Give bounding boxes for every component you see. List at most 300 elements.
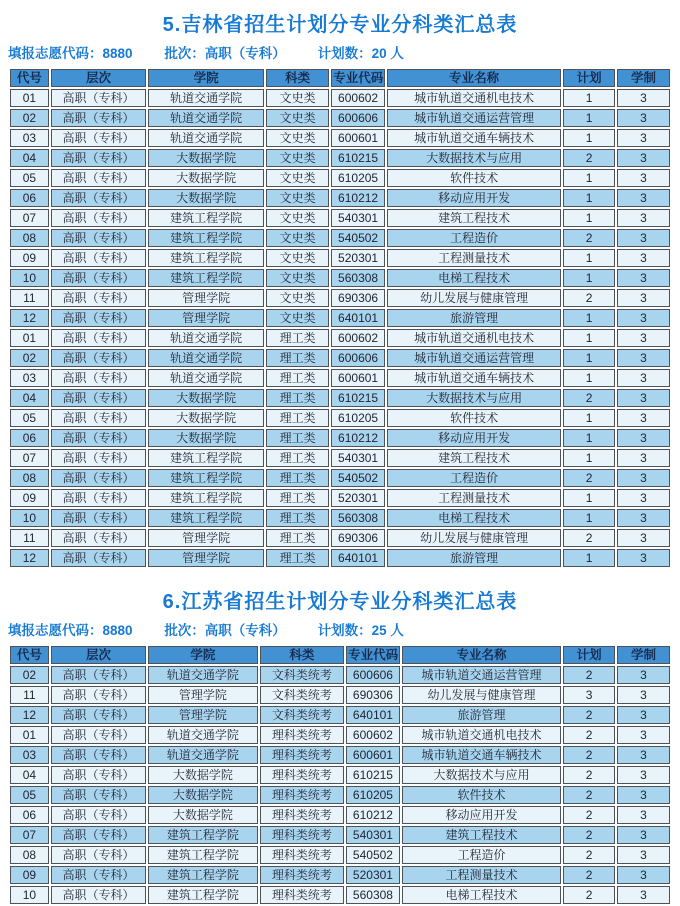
table-cell: 2 [563,786,615,804]
table-cell: 高职（专科） [51,109,147,127]
table-cell: 工程造价 [387,469,561,487]
table-cell: 高职（专科） [51,866,147,884]
table-cell: 旅游管理 [387,549,561,567]
table-cell: 1 [563,349,615,367]
table-cell: 3 [617,269,670,287]
table-row [10,169,670,187]
table-row [10,746,670,764]
table-row [10,666,670,684]
table-row [10,289,670,307]
table-cell: 07 [10,449,49,467]
table-row [10,886,670,904]
table-row [10,449,670,467]
table-cell: 540301 [331,209,385,227]
table-cell: 1 [563,129,615,147]
table-cell: 理工类 [266,369,329,387]
table-cell: 高职（专科） [51,766,147,784]
table-row [10,349,670,367]
table-cell: 建筑工程学院 [148,866,257,884]
table-cell: 3 [617,666,670,684]
volunteer-code-label: 填报志愿代码：8880 [8,623,133,638]
table-cell: 1 [563,449,615,467]
table-cell: 高职（专科） [51,289,147,307]
table-cell: 建筑工程技术 [402,826,562,844]
jilin-plan-table [8,67,672,569]
table-cell: 3 [617,429,670,447]
table-cell: 3 [617,826,670,844]
table-cell: 02 [10,349,49,367]
table-cell: 工程造价 [387,229,561,247]
table-cell: 城市轨道交通运营管理 [387,349,561,367]
table-cell: 560308 [331,509,385,527]
table-cell: 520301 [331,249,385,267]
table-cell: 01 [10,329,49,347]
table-cell: 理工类 [266,469,329,487]
table-cell: 2 [563,806,615,824]
table-cell: 600601 [346,746,400,764]
table-cell: 高职（专科） [51,726,147,744]
table-cell: 城市轨道交通车辆技术 [387,129,561,147]
table-cell: 轨道交通学院 [148,329,264,347]
table-cell: 2 [563,469,615,487]
table-cell: 3 [617,549,670,567]
table-cell: 640101 [346,706,400,724]
table-cell: 02 [10,109,49,127]
table-cell: 12 [10,706,49,724]
table-cell: 07 [10,826,49,844]
table-cell: 3 [617,169,670,187]
table-cell: 520301 [346,866,400,884]
table-cell: 2 [563,389,615,407]
table-cell: 高职（专科） [51,189,147,207]
table-cell: 文史类 [266,229,329,247]
table-cell: 建筑工程学院 [148,886,257,904]
table-cell: 1 [563,209,615,227]
table-cell: 高职（专科） [51,886,147,904]
table-cell: 09 [10,489,49,507]
table-cell: 1 [563,549,615,567]
table-cell: 高职（专科） [51,209,147,227]
table-cell: 高职（专科） [51,329,147,347]
table-cell: 理科类统考 [260,826,345,844]
table-cell: 1 [563,489,615,507]
table-cell: 3 [617,89,670,107]
table-cell: 1 [563,509,615,527]
table-cell: 610215 [346,766,400,784]
table-cell: 工程测量技术 [387,249,561,267]
table-cell: 2 [563,766,615,784]
table-row [10,866,670,884]
table-cell: 1 [563,369,615,387]
table-cell: 06 [10,189,49,207]
table-cell: 建筑工程学院 [148,489,264,507]
table-cell: 3 [617,766,670,784]
table-cell: 560308 [331,269,385,287]
table-cell: 城市轨道交通运营管理 [402,666,562,684]
table-cell: 建筑工程学院 [148,249,264,267]
table-cell: 建筑工程学院 [148,509,264,527]
table-cell: 1 [563,309,615,327]
table-row [10,189,670,207]
table-cell: 3 [617,846,670,864]
table-cell: 理工类 [266,549,329,567]
table-row [10,369,670,387]
table-row [10,429,670,447]
table-cell: 高职（专科） [51,409,147,427]
table-cell: 540502 [346,846,400,864]
table-cell: 08 [10,229,49,247]
table-cell: 理工类 [266,389,329,407]
table-cell: 文史类 [266,189,329,207]
jiangsu-plan-section [0,585,680,906]
table-row [10,509,670,527]
table-cell: 1 [563,429,615,447]
table-cell: 3 [617,746,670,764]
table-row [10,149,670,167]
table-cell: 幼儿发展与健康管理 [387,289,561,307]
table-cell: 文科类统考 [260,686,345,704]
table-cell: 管理学院 [148,289,264,307]
table-cell: 高职（专科） [51,806,147,824]
table-cell: 文史类 [266,269,329,287]
table-cell: 1 [563,109,615,127]
table-cell: 管理学院 [148,309,264,327]
table-cell: 3 [617,249,670,267]
table-cell: 12 [10,549,49,567]
table-cell: 大数据技术与应用 [402,766,562,784]
table-cell: 09 [10,249,49,267]
column-header: 代号 [10,646,49,664]
table-row [10,489,670,507]
table-cell: 1 [563,269,615,287]
table-cell: 640101 [331,309,385,327]
table-cell: 3 [617,409,670,427]
table-cell: 大数据学院 [148,389,264,407]
column-header: 计划 [563,646,615,664]
column-header: 学院 [148,69,264,87]
table-cell: 轨道交通学院 [148,349,264,367]
table-cell: 540502 [331,469,385,487]
table-cell: 轨道交通学院 [148,89,264,107]
table-cell: 城市轨道交通车辆技术 [387,369,561,387]
table-cell: 建筑工程学院 [148,209,264,227]
table-cell: 3 [563,686,615,704]
table-cell: 3 [617,389,670,407]
table-row [10,329,670,347]
table-cell: 3 [617,806,670,824]
table-cell: 建筑工程学院 [148,846,257,864]
table-cell: 05 [10,786,49,804]
table-cell: 移动应用开发 [387,189,561,207]
column-header: 学制 [617,646,670,664]
table-cell: 高职（专科） [51,169,147,187]
table-cell: 城市轨道交通车辆技术 [402,746,562,764]
table-cell: 08 [10,469,49,487]
table-cell: 1 [563,329,615,347]
table-cell: 软件技术 [387,409,561,427]
table-cell: 3 [617,469,670,487]
table-cell: 理科类统考 [260,726,345,744]
table-cell: 高职（专科） [51,269,147,287]
table-cell: 600606 [346,666,400,684]
table-cell: 文科类统考 [260,706,345,724]
table-cell: 大数据学院 [148,766,257,784]
table-cell: 3 [617,149,670,167]
jilin-plan-section [0,8,680,569]
table-row [10,89,670,107]
table-cell: 高职（专科） [51,469,147,487]
table-cell: 工程造价 [402,846,562,864]
table-cell: 04 [10,389,49,407]
table-cell: 高职（专科） [51,666,147,684]
table-cell: 大数据学院 [148,409,264,427]
table-cell: 理科类统考 [260,846,345,864]
table-body [10,89,670,567]
table-cell: 理工类 [266,329,329,347]
table-cell: 1 [563,89,615,107]
table-cell: 3 [617,886,670,904]
table-row [10,249,670,267]
table-cell: 06 [10,429,49,447]
table-cell: 文史类 [266,169,329,187]
table-cell: 3 [617,309,670,327]
table-cell: 3 [617,449,670,467]
table-row [10,726,670,744]
table-cell: 轨道交通学院 [148,726,257,744]
table-cell: 2 [563,289,615,307]
table-cell: 03 [10,369,49,387]
table-cell: 理科类统考 [260,886,345,904]
table-row [10,309,670,327]
table-cell: 管理学院 [148,549,264,567]
column-header: 学制 [617,69,670,87]
batch-label: 批次：高职（专科） [164,46,286,61]
column-header: 专业代码 [333,71,384,85]
table-cell: 610205 [331,409,385,427]
table-cell: 2 [563,826,615,844]
jiangsu-plan-table [8,644,672,906]
table-cell: 旅游管理 [402,706,562,724]
table-cell: 高职（专科） [51,449,147,467]
table-cell: 10 [10,886,49,904]
table-cell: 3 [617,866,670,884]
table-cell: 大数据学院 [148,169,264,187]
table-cell: 600601 [331,129,385,147]
table-row [10,549,670,567]
table-cell: 610212 [331,429,385,447]
table-cell: 3 [617,489,670,507]
table-cell: 610212 [331,189,385,207]
table-cell: 电梯工程技术 [387,269,561,287]
table-cell: 工程测量技术 [402,866,562,884]
column-header: 代号 [10,69,49,87]
table-cell: 2 [563,706,615,724]
table-cell: 11 [10,529,49,547]
section-title: 5.吉林省招生计划分专业分科类汇总表 [162,14,518,36]
table-cell: 3 [617,726,670,744]
table-cell: 高职（专科） [51,686,147,704]
table-cell: 城市轨道交通机电技术 [387,329,561,347]
table-row [10,209,670,227]
table-cell: 高职（专科） [51,529,147,547]
table-cell: 大数据学院 [148,806,257,824]
table-cell: 软件技术 [387,169,561,187]
table-cell: 2 [563,746,615,764]
table-cell: 520301 [331,489,385,507]
table-cell: 600602 [331,89,385,107]
table-header-row [10,69,670,87]
table-cell: 3 [617,189,670,207]
table-cell: 3 [617,289,670,307]
table-row [10,686,670,704]
table-cell: 管理学院 [148,529,264,547]
table-cell: 大数据学院 [148,149,264,167]
table-cell: 610205 [346,786,400,804]
table-cell: 3 [617,209,670,227]
table-cell: 540301 [331,449,385,467]
table-cell: 08 [10,846,49,864]
table-cell: 幼儿发展与健康管理 [402,686,562,704]
table-row [10,409,670,427]
table-cell: 轨道交通学院 [148,746,257,764]
table-cell: 03 [10,129,49,147]
table-cell: 高职（专科） [51,129,147,147]
table-cell: 建筑工程技术 [387,449,561,467]
table-row [10,826,670,844]
table-cell: 11 [10,289,49,307]
table-cell: 高职（专科） [51,489,147,507]
table-row [10,469,670,487]
table-cell: 05 [10,409,49,427]
table-cell: 640101 [331,549,385,567]
table-cell: 理工类 [266,489,329,507]
table-cell: 3 [617,229,670,247]
table-body [10,666,670,904]
table-cell: 3 [617,129,670,147]
volunteer-code-label: 填报志愿代码：8880 [8,46,133,61]
table-info-line [8,42,680,62]
table-cell: 02 [10,666,49,684]
table-cell: 2 [563,229,615,247]
table-cell: 文史类 [266,89,329,107]
table-cell: 3 [617,529,670,547]
column-header: 专业名称 [402,646,562,664]
table-cell: 文科类统考 [260,666,345,684]
table-cell: 大数据学院 [148,189,264,207]
table-cell: 城市轨道交通机电技术 [402,726,562,744]
table-cell: 690306 [331,529,385,547]
table-cell: 理工类 [266,509,329,527]
table-row [10,229,670,247]
table-cell: 理科类统考 [260,746,345,764]
table-cell: 文史类 [266,309,329,327]
table-cell: 540502 [331,229,385,247]
table-cell: 理科类统考 [260,866,345,884]
table-row [10,529,670,547]
table-cell: 高职（专科） [51,349,147,367]
table-cell: 12 [10,309,49,327]
table-cell: 理工类 [266,529,329,547]
table-cell: 3 [617,786,670,804]
table-cell: 高职（专科） [51,149,147,167]
table-cell: 高职（专科） [51,249,147,267]
table-cell: 轨道交通学院 [148,666,257,684]
table-cell: 2 [563,529,615,547]
table-cell: 管理学院 [148,686,257,704]
table-cell: 建筑工程学院 [148,269,264,287]
table-cell: 轨道交通学院 [148,369,264,387]
table-cell: 高职（专科） [51,229,147,247]
table-cell: 文史类 [266,249,329,267]
table-cell: 工程测量技术 [387,489,561,507]
table-cell: 3 [617,706,670,724]
table-cell: 理工类 [266,429,329,447]
table-cell: 移动应用开发 [387,429,561,447]
table-cell: 11 [10,686,49,704]
table-cell: 理科类统考 [260,806,345,824]
table-cell: 07 [10,209,49,227]
table-header-row [10,646,670,664]
table-cell: 高职（专科） [51,826,147,844]
table-cell: 1 [563,169,615,187]
table-cell: 高职（专科） [51,746,147,764]
table-row [10,806,670,824]
column-header: 计划 [563,69,615,87]
table-cell: 轨道交通学院 [148,109,264,127]
table-cell: 高职（专科） [51,89,147,107]
table-cell: 3 [617,329,670,347]
table-cell: 高职（专科） [51,549,147,567]
table-cell: 690306 [331,289,385,307]
table-cell: 2 [563,866,615,884]
table-cell: 01 [10,89,49,107]
table-cell: 690306 [346,686,400,704]
table-cell: 3 [617,686,670,704]
table-cell: 600606 [331,349,385,367]
table-cell: 10 [10,269,49,287]
table-cell: 高职（专科） [51,309,147,327]
table-cell: 管理学院 [148,706,257,724]
column-header: 层次 [51,69,147,87]
table-cell: 1 [563,409,615,427]
column-header: 学院 [148,646,257,664]
batch-label: 批次：高职（专科） [164,623,286,638]
table-row [10,389,670,407]
table-cell: 移动应用开发 [402,806,562,824]
table-row [10,786,670,804]
table-cell: 理工类 [266,409,329,427]
table-cell: 大数据学院 [148,786,257,804]
table-cell: 600601 [331,369,385,387]
table-cell: 2 [563,886,615,904]
table-cell: 3 [617,349,670,367]
column-header: 专业名称 [387,69,561,87]
table-cell: 理工类 [266,349,329,367]
table-cell: 2 [563,149,615,167]
table-cell: 文史类 [266,109,329,127]
table-cell: 09 [10,866,49,884]
table-cell: 高职（专科） [51,389,147,407]
table-cell: 2 [563,726,615,744]
table-row [10,706,670,724]
table-cell: 03 [10,746,49,764]
table-cell: 建筑工程技术 [387,209,561,227]
column-header: 科类 [266,69,329,87]
section-title: 6.江苏省招生计划分专业分科类汇总表 [162,591,518,613]
table-cell: 600602 [346,726,400,744]
table-cell: 城市轨道交通运营管理 [387,109,561,127]
table-cell: 文史类 [266,209,329,227]
